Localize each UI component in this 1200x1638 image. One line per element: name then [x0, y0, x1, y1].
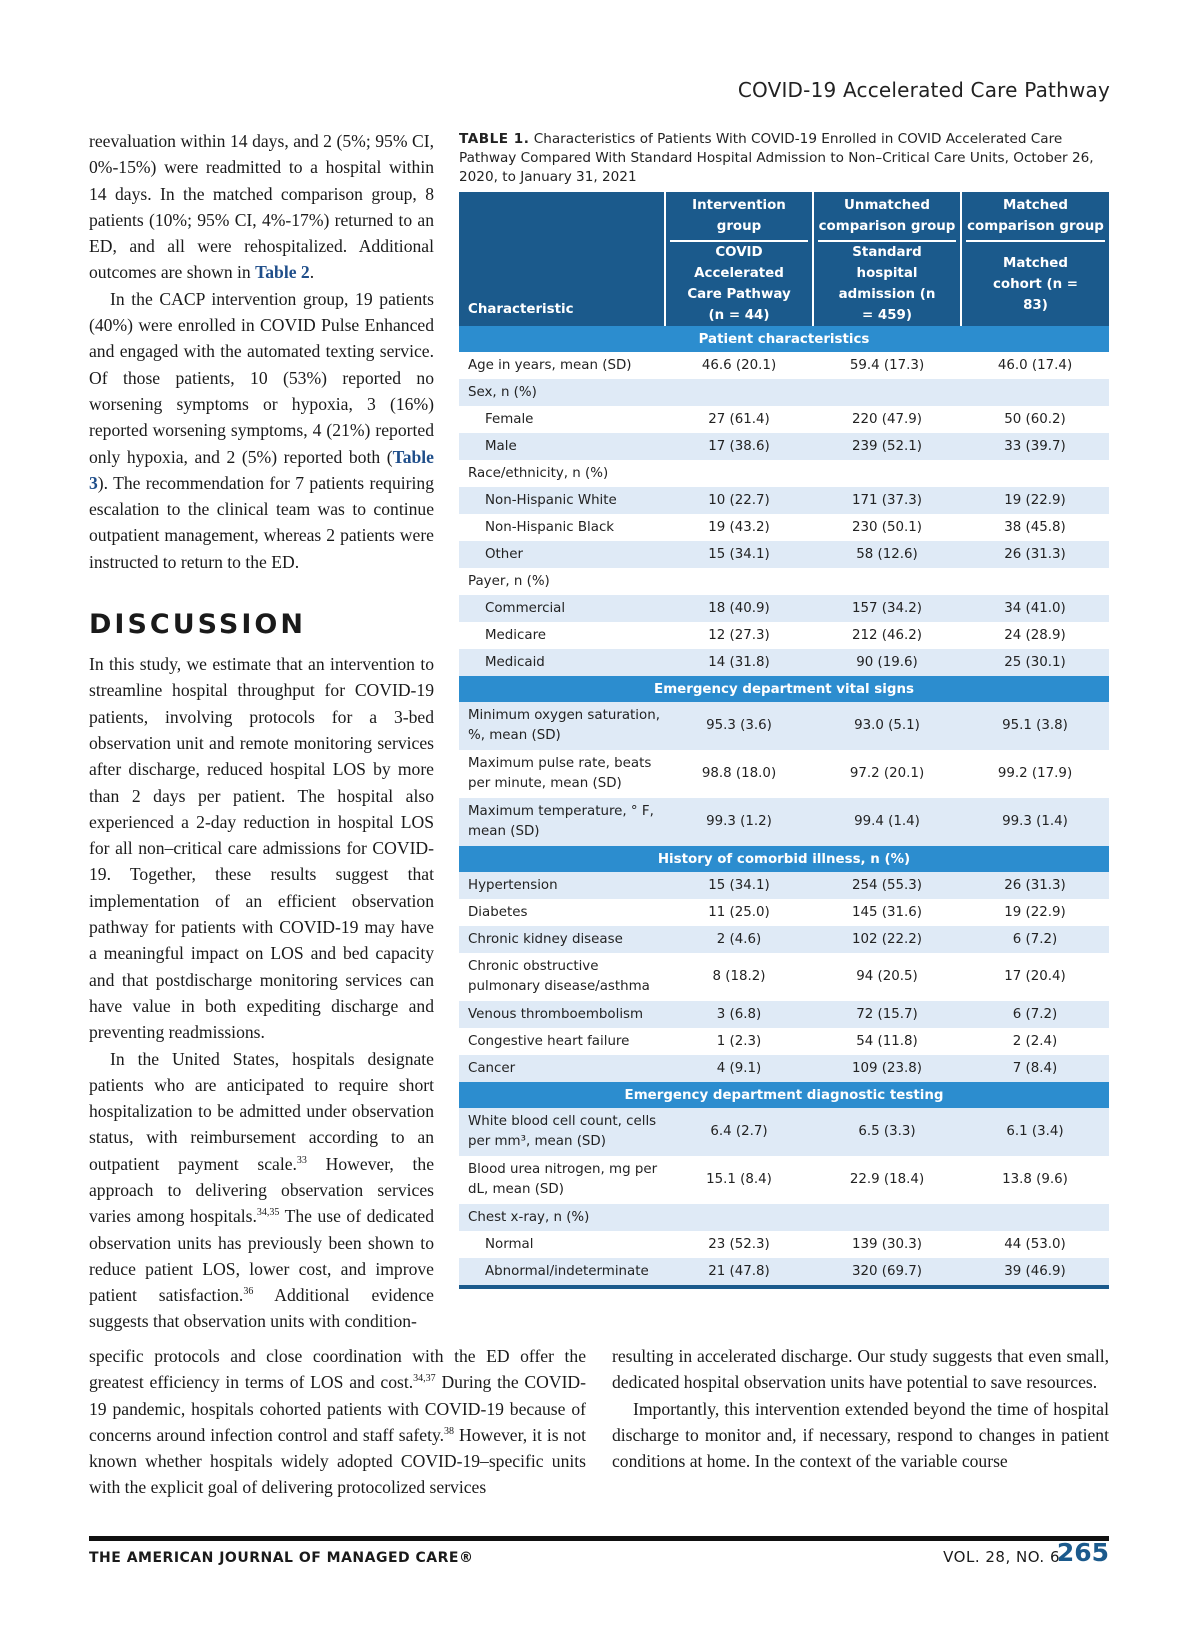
cell-value: 15 (34.1) [665, 872, 813, 899]
row-label: Medicaid [459, 649, 665, 676]
column-header-characteristic: Characteristic [459, 192, 665, 326]
cell-value: 27 (61.4) [708, 412, 770, 427]
column-subheader: Matched cohort (n = 83) [961, 242, 1109, 326]
row-label: Other [459, 541, 665, 568]
citation: 34,35 [256, 1207, 280, 1219]
cell-value: 145 (31.6) [851, 905, 923, 920]
cell-value: 14 (31.8) [665, 649, 813, 676]
table-row [459, 433, 1109, 460]
table-row [459, 649, 1109, 676]
cell-value: 46.6 (20.1) [701, 358, 777, 373]
table-row [459, 872, 1109, 899]
cell-value: 93.0 (5.1) [813, 702, 961, 750]
table-3-link[interactable]: Table 3 [89, 446, 434, 493]
table-bottom-rule [459, 1285, 1109, 1289]
row-label: Age in years, mean (SD) [468, 358, 632, 373]
cell-value: 6.5 (3.3) [813, 1108, 961, 1156]
cell-value: 3 (6.8) [665, 1001, 813, 1028]
row-label: Normal [485, 1237, 534, 1252]
cell-value: 39 (46.9) [961, 1258, 1109, 1285]
column-group-header: Matched comparison group [961, 192, 1109, 242]
cell-value [813, 460, 961, 487]
table-row [459, 1258, 1109, 1285]
row-label: Blood urea nitrogen, mg per dL, mean (SD) [468, 1162, 658, 1197]
section-heading-discussion: DISCUSSION [89, 609, 306, 641]
cell-value: 22.9 (18.4) [849, 1172, 925, 1187]
cell-value: 6.1 (3.4) [961, 1108, 1109, 1156]
cell-value: 44 (53.0) [1004, 1237, 1066, 1252]
section-label: Emergency department vital signs [459, 676, 1109, 702]
row-label: Maximum temperature, ° F, mean (SD) [459, 798, 665, 846]
running-head: COVID-19 Accelerated Care Pathway [737, 78, 1110, 102]
section-label: History of comorbid illness, n (%) [459, 846, 1109, 872]
table-row [459, 1028, 1109, 1055]
row-label: Minimum oxygen saturation, %, mean (SD) [459, 702, 665, 750]
table-section-row [459, 1082, 1109, 1108]
row-label: Venous thromboembolism [459, 1001, 665, 1028]
cell-value: 230 (50.1) [851, 520, 923, 535]
cell-value: 95.1 (3.8) [961, 702, 1109, 750]
row-label: Abnormal/indeterminate [459, 1258, 665, 1285]
cell-value: 2 (2.4) [1012, 1034, 1058, 1049]
table-row [459, 541, 1109, 568]
cell-value: 4 (9.1) [665, 1055, 813, 1082]
cell-value: 19 (22.9) [1004, 905, 1066, 920]
cell-value: 102 (22.2) [813, 926, 961, 953]
citation: 34,37 [413, 1373, 436, 1385]
cell-value: 97.2 (20.1) [849, 766, 925, 781]
journal-name: THE AMERICAN JOURNAL OF MANAGED CARE® [89, 1550, 474, 1566]
paragraph: In the CACP intervention group, 19 patients (40%) were enrolled in COVID Pulse Enhanced and engaged with the automated texting service. Of those patients, 10 (53%) reported no worsening symptoms or hypoxia, 3 (16%) reported worsening symptoms, 4 (21%) reported only hypoxia, and 2 (5%) reported both (Table 3). The recommendation for 7 patients requiring escalation to the clinical team was to continue outpatient management, whereas 2 patients were instructed to return to the ED. [89, 288, 434, 572]
cell-value: 33 (39.7) [961, 433, 1109, 460]
cell-value: 59.4 (17.3) [849, 358, 925, 373]
cell-value: 94 (20.5) [856, 969, 918, 984]
cell-value: 171 (37.3) [813, 487, 961, 514]
cell-value: 99.3 (1.2) [665, 798, 813, 846]
cell-value: 220 (47.9) [851, 412, 923, 427]
paragraph: Importantly, this intervention extended beyond the time of hospital discharge to monitor and, if necessary, respond to changes in patient conditions at home. In the context of the variable course [612, 1398, 1109, 1472]
row-label: Cancer [459, 1055, 665, 1082]
cell-value: 26 (31.3) [961, 872, 1109, 899]
cell-value: 23 (52.3) [708, 1237, 770, 1252]
footer-rule [89, 1536, 1109, 1541]
section-label: Emergency department diagnostic testing [459, 1082, 1109, 1108]
paragraph: specific protocols and close coordination with the ED offer the greatest efficiency in terms of LOS and cost.$^{34,37}$ During the COVID-19 pandemic, hospitals cohorted patients with COVID-19 because of concerns around infection control and staff safety.$^{38}$ However, it is not known whether hospitals widely adopted COVID-19–specific units with the explicit goal of delivering protocolized services [89, 1346, 587, 1498]
cell-value: 21 (47.8) [665, 1258, 813, 1285]
cell-value [961, 460, 1109, 487]
table-section-row [459, 326, 1109, 352]
row-label: Maximum pulse rate, beats per minute, mean (SD) [468, 756, 652, 791]
table-row [459, 926, 1109, 953]
table-row [459, 702, 1109, 750]
row-label: Female [485, 412, 534, 427]
cell-value: 99.2 (17.9) [997, 766, 1073, 781]
column-subheader: COVID Accelerated Care Pathway (n = 44) [665, 242, 813, 326]
cell-value: 19 (43.2) [708, 520, 770, 535]
cell-value: 54 (11.8) [856, 1034, 918, 1049]
row-label: Sex, n (%) [459, 379, 665, 406]
row-label: Chronic obstructive pulmonary disease/asthma [468, 959, 650, 994]
row-label: Chronic kidney disease [459, 926, 665, 953]
cell-value [665, 460, 813, 487]
row-label: Hypertension [459, 872, 665, 899]
table-section-row [459, 846, 1109, 872]
cell-value: 58 (12.6) [813, 541, 961, 568]
cell-value: 90 (19.6) [813, 649, 961, 676]
bottom-right-column-text [612, 1343, 1109, 1474]
page-number: 265 [1056, 1538, 1109, 1567]
table-label: TABLE 1. [459, 131, 530, 147]
table-1 [459, 130, 1109, 1289]
table-row [459, 1231, 1109, 1258]
cell-value: 6.4 (2.7) [665, 1108, 813, 1156]
row-label: Male [459, 433, 665, 460]
row-label: Diabetes [468, 905, 528, 920]
table-row [459, 406, 1109, 433]
cell-value: 13.8 (9.6) [1002, 1172, 1068, 1187]
citation: 33 [296, 1154, 307, 1166]
row-label: Commercial [459, 595, 665, 622]
volume-issue: VOL. 28, NO. 6 [943, 1548, 1060, 1566]
cell-value: 17 (38.6) [665, 433, 813, 460]
cell-value: 11 (25.0) [708, 905, 770, 920]
table-row [459, 460, 1109, 487]
cell-value [961, 379, 1109, 406]
cell-value: 320 (69.7) [813, 1258, 961, 1285]
table-row [459, 1055, 1109, 1082]
cell-value: 6 (7.2) [961, 926, 1109, 953]
cell-value: 239 (52.1) [813, 433, 961, 460]
table-caption: TABLE 1. Characteristics of Patients With COVID-19 Enrolled in COVID Accelerated Care Pathway Compared With Standard Hospital Admission to Non–Critical Care Units, October 26, 2020, to January 31, 2021 [459, 131, 1094, 185]
table-section-row [459, 676, 1109, 702]
cell-value: 15.1 (8.4) [706, 1172, 772, 1187]
characteristics-table [459, 192, 1109, 1285]
cell-value: 1 (2.3) [716, 1034, 762, 1049]
table-row [459, 953, 1109, 1001]
cell-value: 17 (20.4) [1004, 969, 1066, 984]
column-subheader: Standard hospital admission (n = 459) [813, 242, 961, 326]
table-row [459, 1204, 1109, 1231]
cell-value: 2 (4.6) [665, 926, 813, 953]
cell-value: 19 (22.9) [961, 487, 1109, 514]
cell-value: 15 (34.1) [665, 541, 813, 568]
paragraph: resulting in accelerated discharge. Our study suggests that even small, dedicated hospital observation units have potential to save resources. [612, 1346, 1109, 1393]
row-label: Chest x-ray, n (%) [459, 1204, 665, 1231]
paragraph: reevaluation within 14 days, and 2 (5%; 95% CI, 0%-15%) were readmitted to a hospital within 14 days. In the matched comparison group, 8 patients (10%; 95% CI, 4%-17%) returned to an ED, and all were rehospitalized. Additional outcomes are shown in Table 2. [89, 131, 434, 283]
table-row [459, 595, 1109, 622]
cell-value: 254 (55.3) [813, 872, 961, 899]
table-row [459, 352, 1109, 379]
cell-value: 99.3 (1.4) [961, 798, 1109, 846]
cell-value [665, 379, 813, 406]
table-row [459, 622, 1109, 649]
cell-value: 46.0 (17.4) [997, 358, 1073, 373]
cell-value [813, 379, 961, 406]
cell-value: 7 (8.4) [961, 1055, 1109, 1082]
cell-value: 72 (15.7) [813, 1001, 961, 1028]
cell-value: 98.8 (18.0) [701, 766, 777, 781]
column-group-header: Unmatched comparison group [813, 192, 961, 242]
cell-value: 12 (27.3) [708, 628, 770, 643]
table-row [459, 379, 1109, 406]
table-row [459, 514, 1109, 541]
left-column-text [89, 128, 434, 1335]
cell-value [665, 568, 813, 595]
cell-value [961, 1204, 1109, 1231]
cell-value: 18 (40.9) [665, 595, 813, 622]
table-row [459, 487, 1109, 514]
bottom-left-column-text [89, 1343, 586, 1501]
cell-value: 24 (28.9) [1004, 628, 1066, 643]
cell-value: 95.3 (3.6) [665, 702, 813, 750]
row-label: Medicare [485, 628, 547, 643]
column-group-header: Intervention group [665, 192, 813, 242]
citation: 38 [444, 1426, 455, 1438]
table-row [459, 899, 1109, 926]
cell-value [813, 1204, 961, 1231]
table-row [459, 568, 1109, 595]
cell-value: 10 (22.7) [665, 487, 813, 514]
cell-value: 212 (46.2) [851, 628, 923, 643]
row-label: Race/ethnicity, n (%) [468, 466, 609, 481]
cell-value [665, 1204, 813, 1231]
paragraph: In the United States, hospitals designate patients who are anticipated to require short hospitalization to be admitted under observation status, with reimbursement according to an outpatient payment scale.$^{33}$ However, the approach to delivering observation services varies among hospitals.$^{34,35}$ The use of dedicated observation units has previously been shown to reduce patient LOS, lower cost, and improve patient satisfaction.$^{36}$ Additional evidence suggests that observation units with condition- [89, 1048, 435, 1332]
cell-value: 109 (23.8) [813, 1055, 961, 1082]
cell-value: 157 (34.2) [813, 595, 961, 622]
cell-value: 8 (18.2) [712, 969, 766, 984]
table-row [459, 750, 1109, 798]
cell-value: 34 (41.0) [961, 595, 1109, 622]
citation: 36 [243, 1286, 254, 1298]
table-row [459, 798, 1109, 846]
row-label: Non-Hispanic Black [485, 520, 615, 535]
row-label: Congestive heart failure [468, 1034, 630, 1049]
row-label: Non-Hispanic White [459, 487, 665, 514]
table-row [459, 1156, 1109, 1204]
table-2-link[interactable]: Table 2 [255, 262, 310, 283]
cell-value: 6 (7.2) [961, 1001, 1109, 1028]
row-label: Payer, n (%) [468, 574, 550, 589]
cell-value: 50 (60.2) [1004, 412, 1066, 427]
cell-value: 139 (30.3) [851, 1237, 923, 1252]
cell-value [961, 568, 1109, 595]
section-label: Patient characteristics [459, 326, 1109, 352]
cell-value [813, 568, 961, 595]
table-row [459, 1108, 1109, 1156]
row-label: White blood cell count, cells per mm³, mean (SD) [459, 1108, 665, 1156]
cell-value: 99.4 (1.4) [813, 798, 961, 846]
table-body [459, 326, 1109, 1285]
paragraph: In this study, we estimate that an intervention to streamline hospital throughput for COVID-19 patients, involving protocols for a 3-bed observation unit and remote monitoring services after discharge, reduced hospital LOS by more than 2 days per patient. The hospital also experienced a 2-day reduction in hospital LOS for all non–critical care admissions for COVID-19. Together, these results suggest that implementation of an efficient observation pathway for patients with COVID-19 may have a meaningful impact on LOS and bed capacity and that postdischarge monitoring services can have value in both expediting discharge and preventing readmissions. [89, 654, 434, 1043]
cell-value: 25 (30.1) [961, 649, 1109, 676]
cell-value: 26 (31.3) [961, 541, 1109, 568]
table-row [459, 1001, 1109, 1028]
cell-value: 38 (45.8) [1004, 520, 1066, 535]
